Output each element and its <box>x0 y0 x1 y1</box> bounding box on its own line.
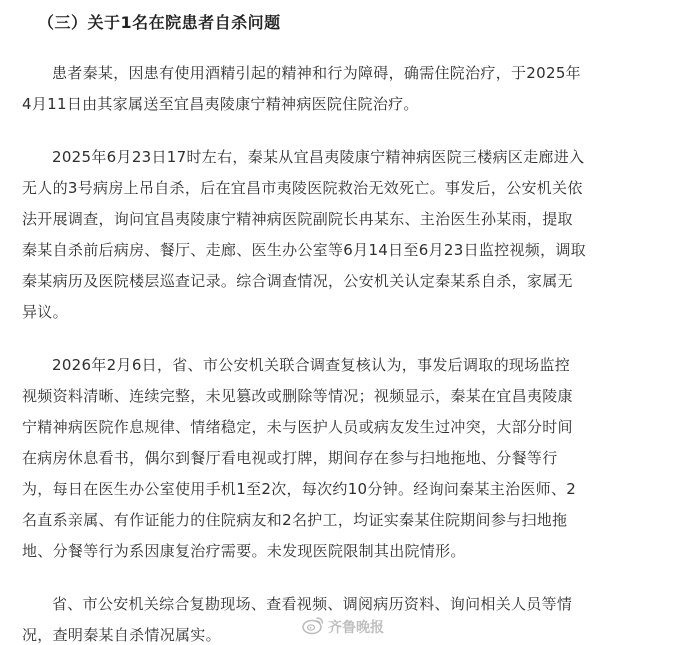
paragraph-1-line-2: 4月11日由其家属送至宜昌夷陵康宁精神病医院住院治疗。 <box>22 95 419 113</box>
paragraph-3-line-3: 宁精神病医院作息规律、情绪稳定，未与医护人员或病友发生过冲突，大部分时间 <box>22 418 573 436</box>
paragraph-3-line-6: 名直系亲属、有作证能力的住院病友和2名护工，均证实秦某住院期间参与扫地拖 <box>22 511 568 529</box>
paragraph-3-line-4: 在病房休息看书，偶尔到餐厅看电视或打牌，期间存在参与扫地拖地、分餐等行 <box>22 449 558 467</box>
paragraph-3-line-2: 视频资料清晰、连续完整，未见篡改或删除等情况；视频显示，秦某在宜昌夷陵康 <box>22 387 573 405</box>
paragraph-2-line-2: 无人的3号病房上吊自杀，后在宜昌市夷陵医院救治无效死亡。事发后，公安机关依 <box>22 179 583 197</box>
paragraph-1-line-1: 患者秦某，因患有使用酒精引起的精神和行为障碍，确需住院治疗，于2025年 <box>52 64 581 82</box>
paragraph-2-line-6: 异议。 <box>22 303 68 321</box>
paragraph-4-line-1: 省、市公安机关综合复勘现场、查看视频、调阅病历资料、询问相关人员等情 <box>52 595 573 613</box>
paragraph-2-line-1: 2025年6月23日17时左右，秦某从宜昌夷陵康宁精神病医院三楼病区走廊进入 <box>52 148 585 166</box>
paragraph-2-line-3: 法开展调查，询问宜昌夷陵康宁精神病医院副院长冉某东、主治医生孙某雨，提取 <box>22 210 573 228</box>
paragraph-3-line-1: 2026年2月6日，省、市公安机关联合调查复核认为，事发后调取的现场监控 <box>52 356 571 374</box>
paragraph-3-line-5: 为，每日在医生办公室使用手机1至2次，每次约10分钟。经询问秦某主治医师、2 <box>22 480 577 498</box>
watermark <box>302 615 412 639</box>
paragraph-2-line-5: 秦某病历及医院楼层巡查记录。综合调查情况，公安机关认定秦某系自杀，家属无 <box>22 272 573 290</box>
watermark-text: 齐鲁晚报 <box>328 620 384 636</box>
paragraph-3-line-7: 地、分餐等行为系因康复治疗需要。未发现医院限制其出院情形。 <box>22 542 466 560</box>
paragraph-4-line-2: 况，查明秦某自杀情况属实。 <box>22 626 221 644</box>
weibo-icon <box>302 615 324 639</box>
section-heading: （三）关于1名在院患者自杀问题 <box>38 13 281 32</box>
paragraph-2-line-4: 秦某自杀前后病房、餐厅、走廊、医生办公室等6月14日至6月23日监控视频，调取 <box>22 241 586 259</box>
